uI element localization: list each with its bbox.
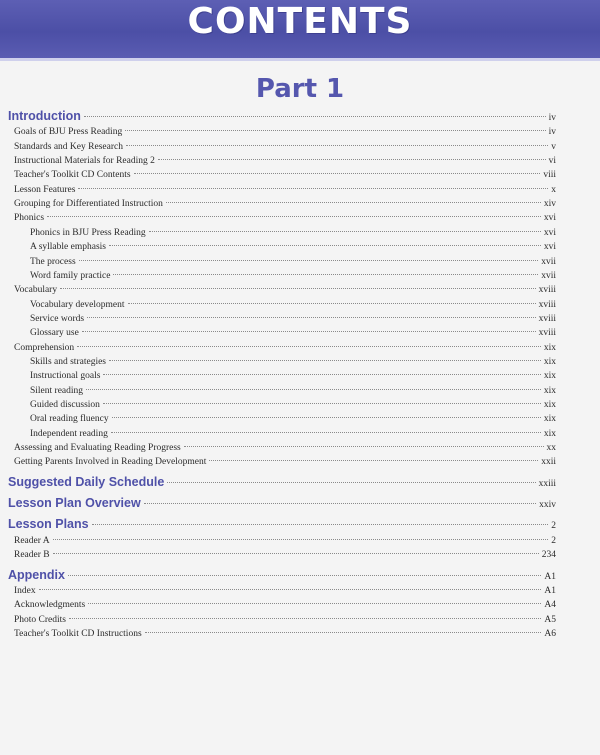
dot-leader bbox=[87, 316, 535, 318]
toc-entry-page-number: xix bbox=[543, 371, 556, 382]
toc-entry-label: Service words bbox=[30, 313, 85, 324]
dot-leader bbox=[128, 302, 536, 304]
toc-entry-page-number: xix bbox=[543, 342, 556, 353]
dot-leader bbox=[144, 502, 536, 504]
toc-entry-label: Goals of BJU Press Reading bbox=[14, 127, 123, 138]
toc-entry-page-number: x bbox=[551, 184, 556, 195]
dot-leader bbox=[103, 373, 540, 375]
contents-title: CONTENTS bbox=[187, 1, 413, 42]
toc-entry-label: Instructional Materials for Reading 2 bbox=[14, 156, 155, 167]
toc-entry-page-number: xx bbox=[546, 443, 556, 454]
toc-entry bbox=[14, 534, 556, 548]
toc-entry-label: Vocabulary bbox=[14, 285, 58, 296]
toc-entry bbox=[30, 384, 556, 398]
toc-entry bbox=[30, 369, 556, 383]
toc-entry-page-number: xxii bbox=[541, 457, 556, 468]
toc-entry-page-number: xviii bbox=[538, 313, 556, 324]
toc-entry bbox=[30, 427, 556, 441]
toc-entry-page-number: viii bbox=[543, 170, 556, 181]
toc-entry bbox=[30, 269, 556, 283]
toc-entry bbox=[14, 125, 556, 139]
dot-leader bbox=[84, 115, 546, 117]
toc-entry-label: Lesson Features bbox=[14, 184, 76, 195]
toc-entry-page-number: 234 bbox=[541, 550, 556, 561]
toc-entry bbox=[14, 197, 556, 211]
toc-section-entry bbox=[8, 108, 556, 124]
toc-entry-label: Skills and strategies bbox=[30, 356, 106, 367]
toc-entry bbox=[30, 255, 556, 269]
dot-leader bbox=[53, 552, 539, 554]
toc-entry-page-number: xviii bbox=[538, 328, 556, 339]
dot-leader bbox=[68, 574, 541, 576]
toc-section-entry bbox=[8, 516, 556, 532]
dot-leader bbox=[79, 259, 539, 261]
toc-entry-page-number: 2 bbox=[551, 521, 556, 532]
toc-entry-page-number: xix bbox=[543, 385, 556, 396]
toc-entry-page-number: A6 bbox=[544, 628, 556, 639]
dot-leader bbox=[47, 215, 541, 217]
toc-entry-page-number: xix bbox=[543, 400, 556, 410]
toc-entry-label: Guided discussion bbox=[30, 400, 100, 410]
toc-entry bbox=[30, 412, 556, 426]
toc-entry-page-number: A1 bbox=[544, 585, 556, 596]
toc-entry-page-number: xviii bbox=[538, 285, 556, 296]
toc-entry-label: Suggested Daily Schedule bbox=[8, 474, 165, 489]
toc-entry-label: Appendix bbox=[8, 567, 65, 582]
toc-entry-page-number: xvi bbox=[543, 242, 556, 253]
toc-entry-label: Assessing and Evaluating Reading Progress bbox=[14, 443, 181, 454]
toc-entry bbox=[30, 326, 556, 340]
dot-leader bbox=[39, 588, 542, 590]
dot-leader bbox=[113, 273, 538, 275]
dot-leader bbox=[184, 445, 544, 447]
toc-entry-page-number: xvii bbox=[541, 256, 556, 267]
toc-entry-label: Index bbox=[14, 585, 36, 596]
toc-entry-page-number: A1 bbox=[544, 571, 556, 582]
dot-leader bbox=[109, 244, 541, 246]
toc-entry-page-number: xxiv bbox=[539, 500, 556, 511]
toc-entry-label: Grouping for Differentiated Instruction bbox=[14, 199, 163, 210]
toc-entry-page-number: xvi bbox=[543, 227, 556, 238]
toc-entry-label: Lesson Plan Overview bbox=[8, 496, 141, 511]
dot-leader bbox=[125, 129, 545, 131]
toc-entry bbox=[14, 627, 556, 641]
toc-entry bbox=[14, 455, 556, 469]
dot-leader bbox=[77, 345, 541, 347]
dot-leader bbox=[82, 330, 536, 332]
toc-entry-label: Acknowledgments bbox=[14, 600, 86, 611]
toc-entry-label: Photo Credits bbox=[14, 614, 66, 625]
toc-entry-label: Independent reading bbox=[30, 428, 108, 439]
toc-entry bbox=[14, 183, 556, 197]
toc-entry-label: Lesson Plans bbox=[8, 517, 89, 532]
part-title: Part 1 bbox=[255, 74, 345, 104]
dot-leader bbox=[78, 187, 548, 189]
toc-entry bbox=[30, 298, 556, 312]
toc-entry-label: Comprehension bbox=[14, 342, 75, 353]
dot-leader bbox=[92, 523, 549, 525]
toc-section-entry bbox=[8, 567, 556, 583]
toc-entry-label: Teacher's Toolkit CD Contents bbox=[14, 170, 131, 181]
toc-entry bbox=[14, 598, 556, 612]
toc-entry bbox=[14, 613, 556, 627]
contents-header-banner bbox=[0, 0, 600, 58]
toc-entry-page-number: vi bbox=[548, 156, 556, 167]
toc-entry bbox=[30, 226, 556, 240]
toc-entry bbox=[14, 441, 556, 455]
toc-entry-page-number: xvii bbox=[541, 270, 556, 281]
dot-leader bbox=[209, 459, 538, 461]
dot-leader bbox=[103, 402, 541, 404]
dot-leader bbox=[145, 631, 542, 633]
toc-entry-page-number: A4 bbox=[544, 600, 556, 611]
toc-entry-page-number: xiv bbox=[543, 199, 556, 210]
dot-leader bbox=[109, 359, 541, 361]
toc-entry-label: Vocabulary development bbox=[30, 299, 125, 310]
toc-entry-page-number: v bbox=[551, 141, 556, 152]
toc-entry bbox=[14, 211, 556, 225]
toc-section-entry bbox=[8, 474, 556, 490]
toc-entry-page-number: xvi bbox=[543, 213, 556, 224]
toc-entry-page-number: xix bbox=[543, 428, 556, 439]
toc-entry-page-number: xix bbox=[543, 356, 556, 367]
toc-entry bbox=[30, 398, 556, 412]
toc-entry bbox=[14, 140, 556, 154]
toc-entry-page-number: xviii bbox=[538, 299, 556, 310]
toc-entry-label: The process bbox=[30, 256, 76, 267]
toc-entry-page-number: iv bbox=[548, 127, 556, 138]
dot-leader bbox=[158, 158, 546, 160]
dot-leader bbox=[149, 230, 541, 232]
dot-leader bbox=[53, 538, 549, 540]
toc-entry bbox=[30, 240, 556, 254]
dot-leader bbox=[134, 172, 541, 174]
toc-entry-page-number: A5 bbox=[544, 614, 556, 625]
toc-entry-page-number: iv bbox=[548, 113, 556, 123]
dot-leader bbox=[126, 144, 548, 146]
toc-entry-label: Getting Parents Involved in Reading Development bbox=[14, 457, 207, 468]
toc-entry-page-number: xix bbox=[543, 414, 556, 425]
toc-entry-label: Instructional goals bbox=[30, 371, 101, 382]
toc-entry bbox=[14, 341, 556, 355]
dot-leader bbox=[88, 602, 541, 604]
toc-entry bbox=[14, 168, 556, 182]
toc-entry-label: A syllable emphasis bbox=[30, 242, 106, 253]
toc-entry-label: Glossary use bbox=[30, 328, 79, 339]
dot-leader bbox=[69, 617, 541, 619]
toc-entry-page-number: 2 bbox=[551, 535, 556, 546]
dot-leader bbox=[167, 481, 535, 483]
toc-entry-label: Introduction bbox=[8, 109, 81, 123]
toc-entry-label: Teacher's Toolkit CD Instructions bbox=[14, 628, 142, 639]
dot-leader bbox=[166, 201, 541, 203]
toc-entry bbox=[14, 283, 556, 297]
toc-entry-page-number: xxiii bbox=[538, 478, 556, 489]
toc-entry-label: Phonics in BJU Press Reading bbox=[30, 227, 146, 238]
toc-entry-label: Oral reading fluency bbox=[30, 414, 109, 425]
toc-entry-label: Word family practice bbox=[30, 270, 111, 281]
toc-section-entry bbox=[8, 495, 556, 511]
toc-entry-label: Standards and Key Research bbox=[14, 141, 123, 152]
toc-entry bbox=[30, 355, 556, 369]
toc-entry-label: Silent reading bbox=[30, 385, 84, 396]
toc-entry bbox=[14, 548, 556, 562]
dot-leader bbox=[112, 416, 541, 418]
toc-entry bbox=[30, 312, 556, 326]
dot-leader bbox=[60, 287, 535, 289]
dot-leader bbox=[86, 388, 541, 390]
toc-entry-label: Phonics bbox=[14, 213, 45, 224]
dot-leader bbox=[111, 431, 541, 433]
toc-entry bbox=[14, 154, 556, 168]
toc-entry-label: Reader A bbox=[14, 535, 50, 546]
toc-entry bbox=[14, 584, 556, 598]
toc-entry-label: Reader B bbox=[14, 550, 50, 561]
